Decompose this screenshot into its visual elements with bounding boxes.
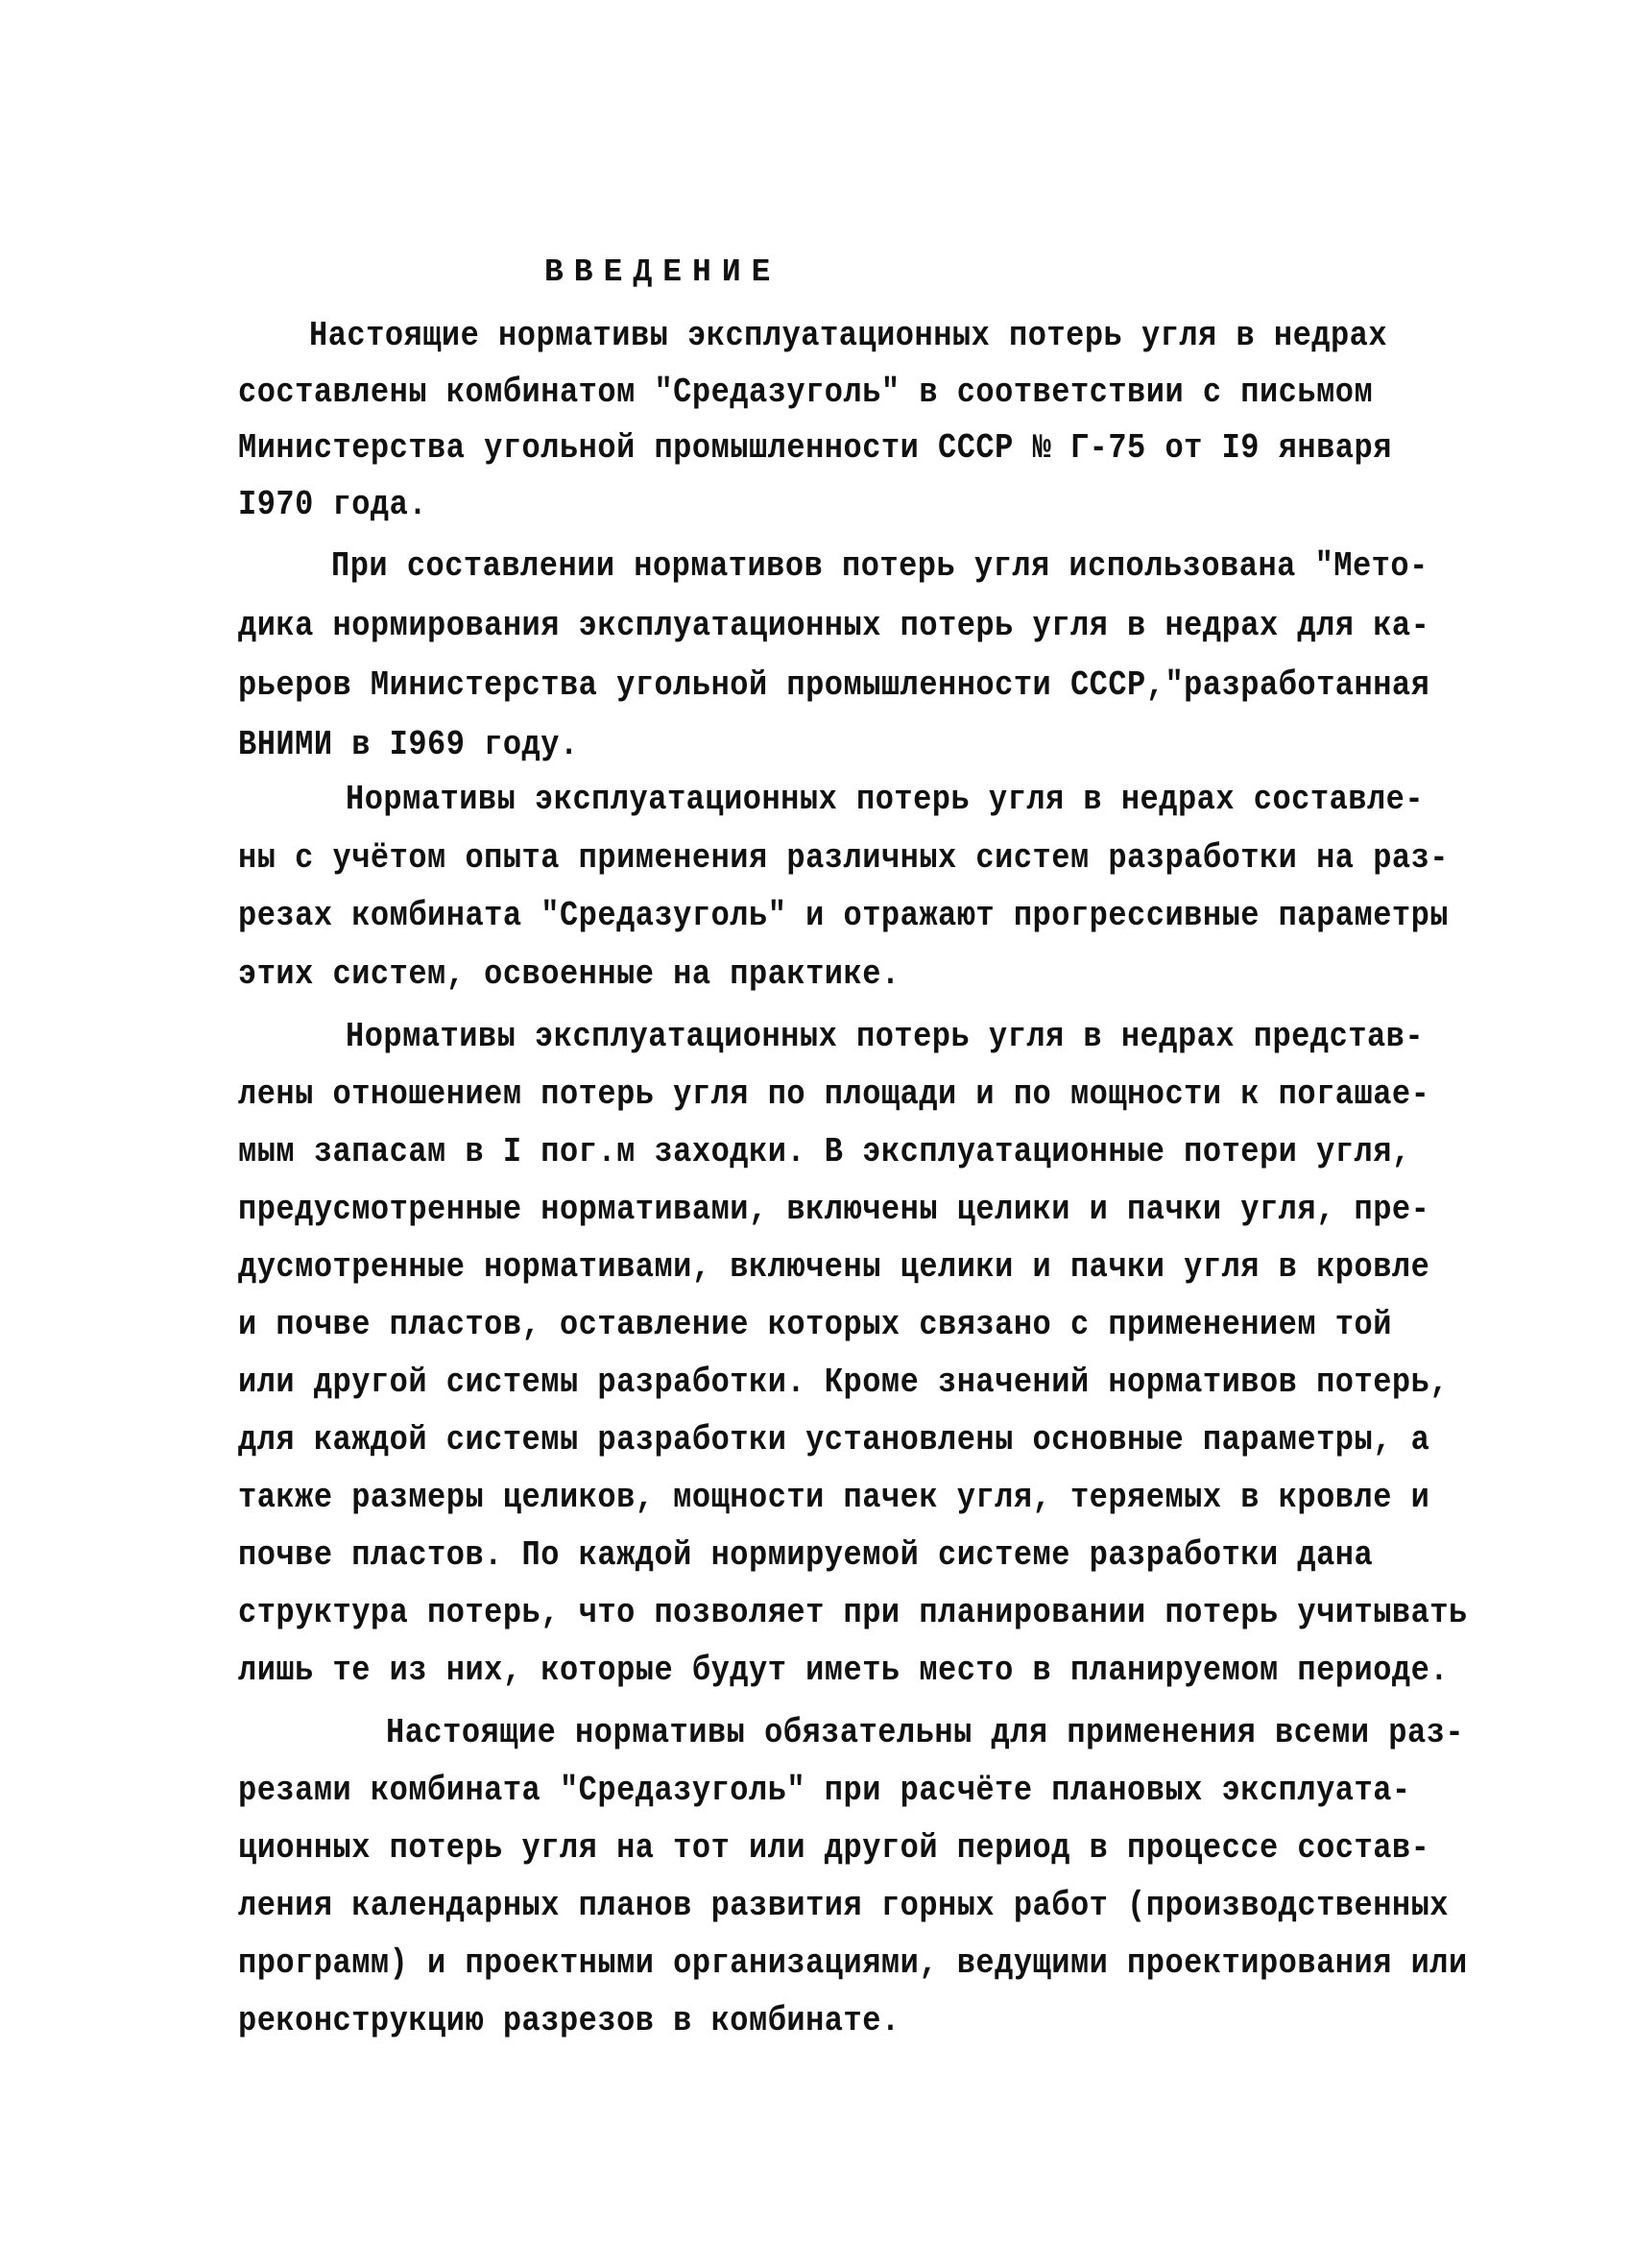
paragraph-line: дусмотренные нормативами, включены целики и пачки угля в кровле xyxy=(238,1246,1430,1288)
paragraph-line: структура потерь, что позволяет при планировании потерь учитывать xyxy=(238,1592,1468,1633)
paragraph-line: ВНИМИ в I969 году. xyxy=(238,724,579,765)
paragraph-line: дика нормирования эксплуатационных потерь угля в недрах для ка- xyxy=(238,605,1430,646)
paragraph-line: почве пластов. По каждой нормируемой системе разработки дана xyxy=(238,1534,1374,1576)
paragraph-line: лишь те из них, которые будут иметь место в планируемом периоде. xyxy=(238,1650,1449,1691)
paragraph-first-line: Настоящие нормативы эксплуатационных потерь угля в недрах xyxy=(309,315,1388,356)
paragraph-line: ны с учётом опыта применения различных систем разработки на раз- xyxy=(238,837,1449,878)
paragraph-line: или другой системы разработки. Кроме значений нормативов потерь, xyxy=(238,1362,1449,1403)
paragraph-line: составлены комбинатом "Средазуголь" в соответствии с письмом xyxy=(238,372,1374,412)
paragraph-first-line: Настоящие нормативы обязательны для применения всеми раз- xyxy=(386,1712,1465,1753)
paragraph-line: программ) и проектными организациями, ведущими проектирования или xyxy=(238,1942,1468,1984)
paragraph-line: и почве пластов, оставление которых связано с применением той xyxy=(238,1304,1392,1345)
paragraph-line: для каждой системы разработки установлены основные параметры, а xyxy=(238,1419,1430,1460)
paragraph-first-line: Нормативы эксплуатационных потерь угля в недрах составле- xyxy=(346,779,1425,820)
paragraph-line: лены отношением потерь угля по площади и по мощности к погашае- xyxy=(238,1074,1430,1115)
paragraph-line: резах комбината "Средазуголь" и отражают прогрессивные параметры xyxy=(238,895,1449,936)
paragraph-line: I970 года. xyxy=(238,484,428,524)
paragraph-line: реконструкцию разрезов в комбинате. xyxy=(238,2000,901,2041)
paragraph-line: также размеры целиков, мощности пачек угля, теряемых в кровле и xyxy=(238,1477,1430,1518)
paragraph-line: Министерства угольной промышленности СССР № Г-75 от I9 января xyxy=(238,427,1392,469)
paragraph-line: этих систем, освоенные на практике. xyxy=(238,953,901,994)
page-title: ВВЕДЕНИЕ xyxy=(544,254,781,290)
paragraph-first-line: Нормативы эксплуатационных потерь угля в недрах представ- xyxy=(346,1016,1425,1057)
paragraph-line: предусмотренные нормативами, включены целики и пачки угля, пре- xyxy=(238,1189,1430,1230)
paragraph-line: ления календарных планов развития горных работ (производственных xyxy=(238,1885,1449,1926)
paragraph-line: резами комбината "Средазуголь" при расчёте плановых эксплуата- xyxy=(238,1770,1411,1811)
paragraph-line: ционных потерь угля на тот или другой период в процессе состав- xyxy=(238,1827,1430,1869)
paragraph-line: мым запасам в I пог.м заходки. В эксплуатационные потери угля, xyxy=(238,1131,1411,1172)
paragraph-line: рьеров Министерства угольной промышленности СССР,"разработанная xyxy=(238,664,1430,706)
paragraph-first-line: При составлении нормативов потерь угля использована "Мето- xyxy=(331,545,1429,587)
